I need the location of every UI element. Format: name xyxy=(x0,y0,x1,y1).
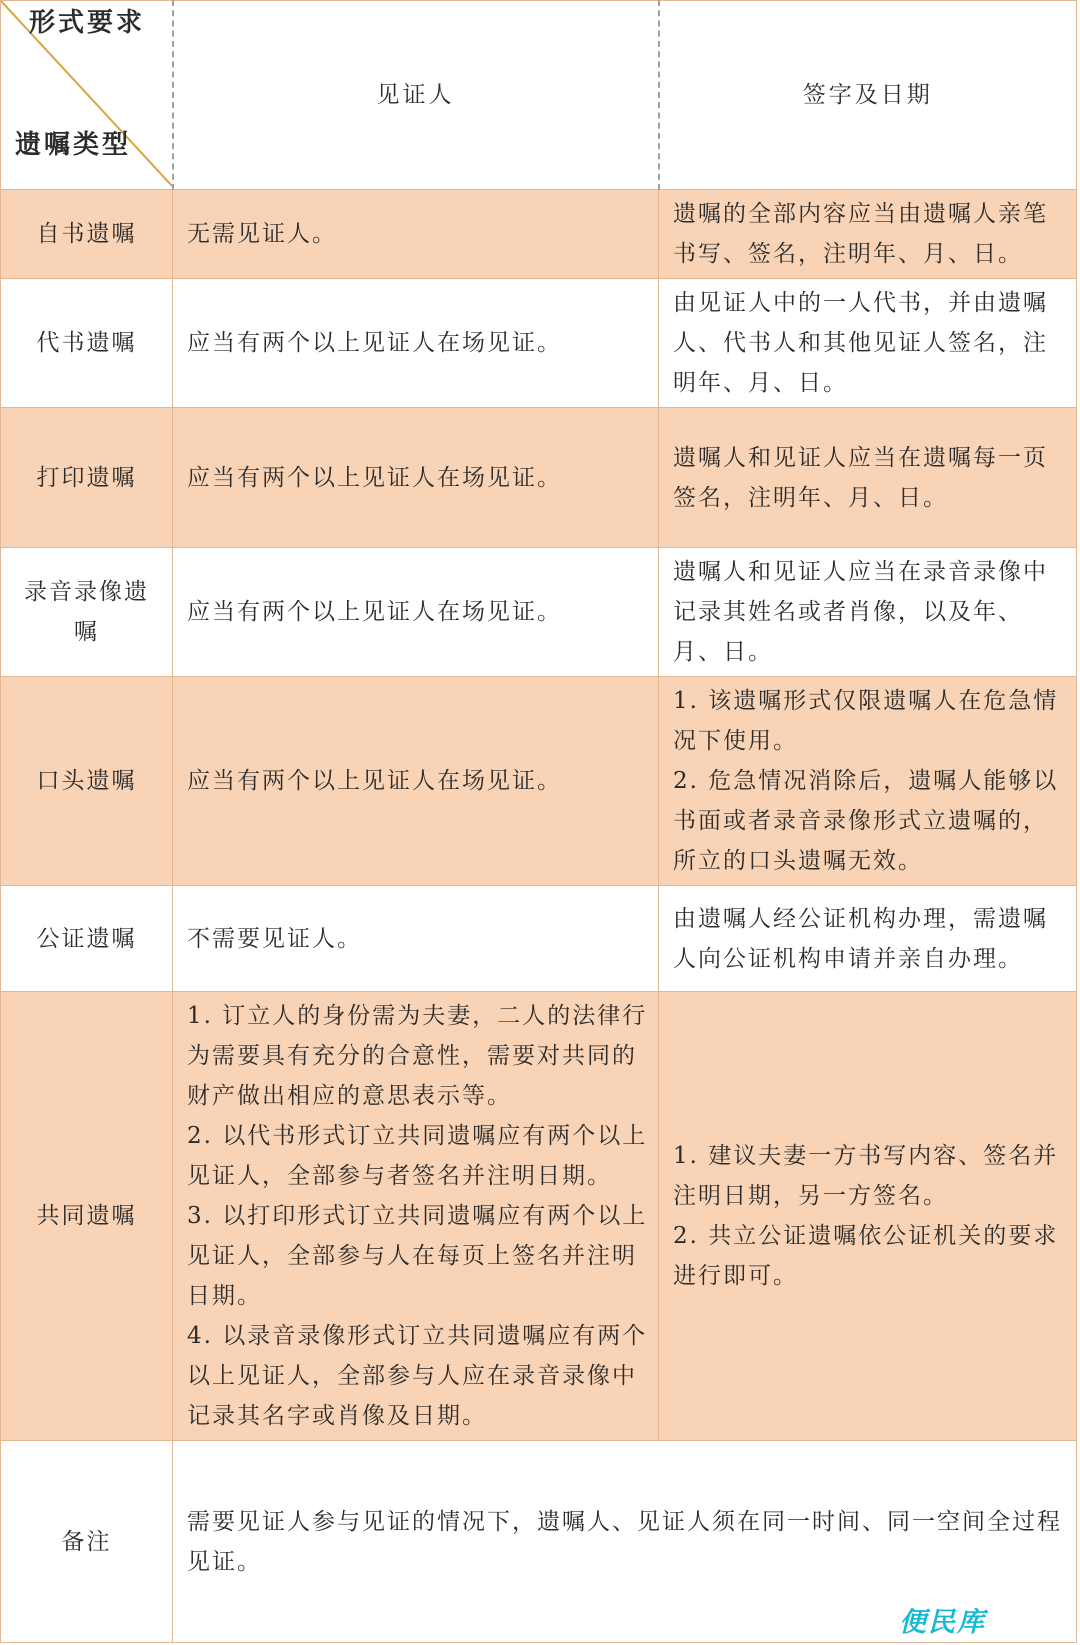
witness-cell xyxy=(173,408,659,548)
table-row xyxy=(1,886,1077,992)
table-row xyxy=(1,548,1077,677)
signature-text: 由遗嘱人经公证机构办理，需遗嘱人向公证机构申请并亲自办理。 xyxy=(673,905,1048,972)
signature-text: 遗嘱人和见证人应当在遗嘱每一页签名，注明年、月、日。 xyxy=(673,444,1048,511)
table-row xyxy=(1,992,1077,1441)
witness-text: 无需见证人。 xyxy=(187,221,337,247)
witness-text: 应当有两个以上见证人在场见证。 xyxy=(187,599,562,625)
witness-cell xyxy=(173,548,659,677)
witness-text: 应当有两个以上见证人在场见证。 xyxy=(187,464,562,491)
witness-point-4: 4. 以录音录像形式订立共同遗嘱应有两个以上见证人，全部参与人应在录音录像中记录其名字或肖像及日期。 xyxy=(187,1323,648,1429)
signature-point-2: 2. 危急情况消除后，遗嘱人能够以书面或者录音录像形式立遗嘱的，所立的口头遗嘱无效。 xyxy=(673,768,1059,874)
signature-text: 遗嘱的全部内容应当由遗嘱人亲笔书写、签名，注明年、月、日。 xyxy=(673,201,1048,267)
will-type-cell: 自书遗嘱 xyxy=(1,190,173,279)
signature-point-2: 2. 共立公证遗嘱依公证机关的要求进行即可。 xyxy=(673,1223,1059,1289)
witness-point-1: 1. 订立人的身份需为夫妻，二人的法律行为需要具有充分的合意性，需要对共同的财产做出相应的意思表示等。 xyxy=(187,1003,648,1109)
will-type-cell: 代书遗嘱 xyxy=(1,279,173,408)
will-type-cell: 打印遗嘱 xyxy=(1,408,173,548)
witness-cell xyxy=(173,279,659,408)
remark-text: 需要见证人参与见证的情况下，遗嘱人、见证人须在同一时间、同一空间全过程见证。 xyxy=(173,1441,1077,1643)
signature-cell xyxy=(659,548,1077,677)
witness-cell xyxy=(173,190,659,279)
table-row xyxy=(1,279,1077,408)
header-signature: 签字及日期 xyxy=(659,1,1077,190)
witness-point-2: 2. 以代书形式订立共同遗嘱应有两个以上见证人，全部参与者签名并注明日期。 xyxy=(187,1123,648,1189)
witness-point-3: 3. 以打印形式订立共同遗嘱应有两个以上见证人，全部参与人在每页上签名并注明日期。 xyxy=(187,1203,648,1309)
signature-cell xyxy=(659,886,1077,992)
header-witness: 见证人 xyxy=(173,1,659,190)
signature-point-1: 1. 建议夫妻一方书写内容、签名并注明日期，另一方签名。 xyxy=(673,1143,1059,1209)
signature-cell xyxy=(659,992,1077,1441)
table-header-row xyxy=(1,1,1077,190)
corner-top-label: 形式要求 xyxy=(29,8,146,38)
signature-cell xyxy=(659,408,1077,548)
watermark-logo: 便民库 xyxy=(899,1607,986,1638)
will-type-cell: 口头遗嘱 xyxy=(1,677,173,886)
signature-point-1: 1. 该遗嘱形式仅限遗嘱人在危急情况下使用。 xyxy=(673,688,1059,754)
signature-cell xyxy=(659,190,1077,279)
table-row xyxy=(1,408,1077,548)
will-type-cell: 共同遗嘱 xyxy=(1,992,173,1441)
will-type-cell: 公证遗嘱 xyxy=(1,886,173,992)
witness-text: 应当有两个以上见证人在场见证。 xyxy=(187,330,562,356)
signature-text: 遗嘱人和见证人应当在录音录像中记录其姓名或者肖像，以及年、月、日。 xyxy=(673,559,1048,665)
remark-label: 备注 xyxy=(1,1441,173,1643)
witness-text: 不需要见证人。 xyxy=(187,925,362,952)
corner-header-cell xyxy=(1,1,173,190)
corner-bottom-label: 遗嘱类型 xyxy=(15,130,132,160)
will-type-cell: 录音录像遗嘱 xyxy=(1,548,173,677)
signature-cell xyxy=(659,677,1077,886)
table-row xyxy=(1,677,1077,886)
signature-text: 由见证人中的一人代书，并由遗嘱人、代书人和其他见证人签名，注明年、月、日。 xyxy=(673,290,1048,396)
witness-text: 应当有两个以上见证人在场见证。 xyxy=(187,768,562,794)
signature-cell xyxy=(659,279,1077,408)
witness-cell xyxy=(173,677,659,886)
witness-cell xyxy=(173,992,659,1441)
table-row xyxy=(1,190,1077,279)
witness-cell xyxy=(173,886,659,992)
